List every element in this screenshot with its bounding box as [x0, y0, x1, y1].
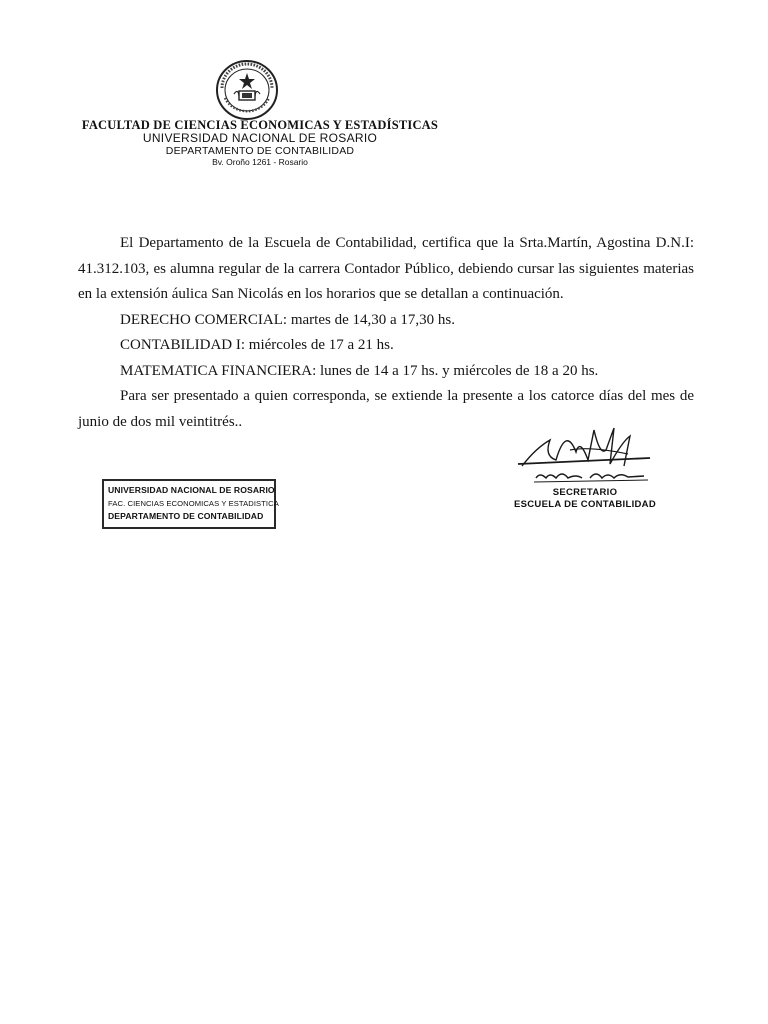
faculty-name: FACULTAD DE CIENCIAS ECONOMICAS Y ESTADÍSTICAS — [81, 118, 439, 132]
signer-department: ESCUELA DE CONTABILIDAD — [513, 499, 656, 510]
subject-schedule: : martes de 14,30 a 17,30 hs. — [282, 311, 455, 328]
signer-title: SECRETARIO — [552, 487, 618, 498]
certificate-body — [78, 231, 694, 435]
closing-paragraph: Para ser presentado a quien corresponda, se extiende la presente a los catorce días del mes de junio de dos mil veintitrés.. — [78, 388, 694, 430]
handwritten-signature — [510, 420, 660, 495]
subject-name: CONTABILIDAD I — [120, 337, 241, 353]
subject-schedule: : lunes de 14 a 17 hs. y miércoles de 18 a 20 hs. — [312, 362, 599, 379]
stamp-line-university: UNIVERSIDAD NACIONAL DE ROSARIO — [108, 485, 275, 495]
stamp-line-department: DEPARTAMENTO DE CONTABILIDAD — [108, 511, 264, 521]
subject-schedule: : miércoles de 17 a 21 hs. — [240, 337, 394, 353]
department-stamp — [102, 479, 279, 529]
subject-name: DERECHO COMERCIAL — [120, 311, 283, 328]
subject-name: MATEMATICA FINANCIERA — [120, 362, 313, 379]
letterhead — [60, 118, 460, 168]
university-seal-icon — [208, 58, 286, 122]
university-name: UNIVERSIDAD NACIONAL DE ROSARIO — [142, 131, 378, 145]
address: Bv. Oroño 1261 - Rosario — [212, 157, 308, 167]
intro-paragraph: El Departamento de la Escuela de Contabilidad, certifica que la Srta.Martín, Agostina D.N.I: 41.312.103, es alumna regular de la carrera Contador Público, debiendo cursar las siguientes materias en la extensión áulica San Nicolás en los horarios que se detallan a continuación. — [78, 235, 694, 302]
subject-line — [78, 359, 694, 385]
subject-line — [78, 333, 694, 359]
subject-line — [78, 308, 694, 334]
department-name: DEPARTAMENTO DE CONTABILIDAD — [165, 145, 355, 157]
stamp-line-faculty: FAC. CIENCIAS ECONOMICAS Y ESTADISTICA — [108, 499, 279, 508]
